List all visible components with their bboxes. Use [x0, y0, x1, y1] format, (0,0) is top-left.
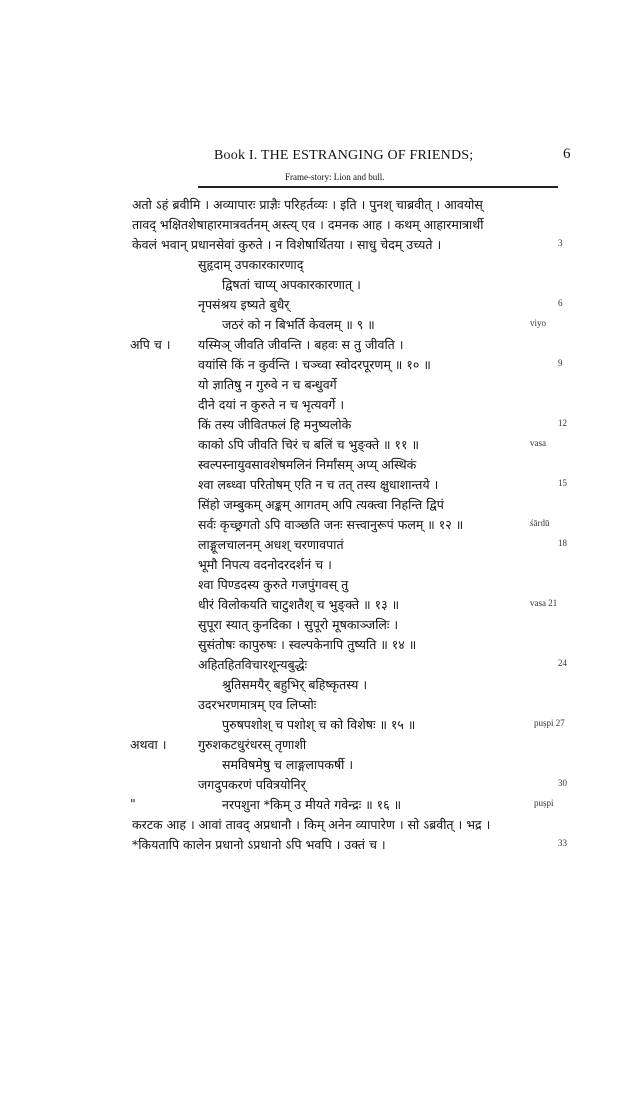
line-number: 30	[558, 778, 567, 788]
line-number: 6	[558, 298, 563, 308]
verse-line	[130, 316, 570, 336]
line-text: सुसंतोषः कापुरुषः । स्वल्पकेनापि तुष्यति ॥ १४ ॥	[198, 637, 417, 652]
line-text: काको ऽपि जीवति चिरं च बलिं च भुङ्क्ते ॥ ११ ॥	[198, 437, 419, 452]
line-text: यो ज्ञातिषु न गुरुवे न च बन्धुवर्गे	[198, 377, 337, 392]
line-number: 3	[558, 238, 563, 248]
verse-line	[130, 636, 570, 656]
line-number: 9	[558, 358, 563, 368]
verse-line	[130, 536, 570, 556]
line-text: द्विषतां चाप्य् अपकारकारणात् ।	[222, 277, 361, 292]
page-number: 6	[563, 146, 571, 162]
line-text: जठरं को न बिभर्ति केवलम् ॥ ९ ॥	[222, 317, 375, 332]
line-number: 18	[558, 538, 567, 548]
verse-line	[130, 796, 570, 816]
verse-line	[130, 616, 570, 636]
meter-note: śārdū	[530, 518, 550, 528]
verse-line	[130, 436, 570, 456]
line-text: भूमौ निपत्य वदनोदरदर्शनं च ।	[198, 557, 332, 572]
line-text: वयांसि किं न कुर्वन्ति । चञ्च्वा स्वोदरपूरणम् ॥ १० ॥	[198, 357, 431, 372]
line-text: यस्मिञ् जीवति जीवन्ति । बहवः स तु जीवति ।	[198, 337, 404, 352]
verse-line	[130, 696, 570, 716]
side-note: अथवा ।	[130, 737, 167, 752]
running-head: Book I. THE ESTRANGING OF FRIENDS;	[214, 148, 474, 163]
meter-note: puṣpi 27	[534, 718, 565, 728]
verse-line	[130, 256, 570, 276]
verse-line	[130, 596, 570, 616]
verse-line	[130, 776, 570, 796]
line-text: पुरुषपशोश् च पशोश् च को विशेषः ॥ १५ ॥	[222, 717, 416, 732]
line-text: श्वा लब्ध्वा परितोषम् एति न च तत् तस्य क्षुधाशान्तये ।	[198, 477, 439, 492]
verse-line	[130, 576, 570, 596]
verse-line	[130, 716, 570, 736]
line-text: स्वल्पस्नायुवसावशेषमलिनं निर्मांसम् अप्य् अस्थिकं	[198, 457, 417, 472]
side-note: अपि च ।	[130, 337, 171, 352]
verse-line	[130, 376, 570, 396]
meter-note: puṣpi	[534, 798, 554, 808]
line-number: 12	[558, 418, 567, 428]
verse-line	[130, 756, 570, 776]
line-text: उदरभरणमात्रम् एव लिप्सोः	[198, 697, 317, 712]
verse-line	[130, 356, 570, 376]
text-line	[130, 816, 570, 836]
text-line	[130, 836, 570, 856]
line-text: तावद् भक्षितशेषाहारमात्रवर्तनम् अस्त्य् एव । दमनक आह । कथम् आहारमात्रार्थी	[132, 217, 484, 232]
verse-line	[130, 556, 570, 576]
line-text: जगदुपकरणं पवित्रयोनिर्	[198, 777, 306, 792]
line-number: 33	[558, 838, 567, 848]
verse-line	[130, 456, 570, 476]
line-text: गुरुशकटधुरंधरस् तृणाशी	[198, 737, 307, 752]
section-subheading: Frame-story: Lion and bull.	[285, 172, 385, 182]
line-number: 15	[558, 478, 567, 488]
meter-note: viyo	[530, 318, 547, 328]
line-text: दीने दयां न कुरुते न च भृत्यवर्गे ।	[198, 397, 345, 412]
text-body	[130, 196, 570, 856]
page-header	[0, 140, 633, 190]
verse-line	[130, 276, 570, 296]
text-line	[130, 216, 570, 236]
line-text: सिंहो जम्बुकम् अङ्कम् आगतम् अपि त्यक्त्वा निहन्ति द्विपं	[198, 497, 444, 512]
verse-line	[130, 336, 570, 356]
text-line	[130, 236, 570, 256]
line-text: धीरं विलोकयति चाटुशतैश् च भुङ्क्ते ॥ १३ ॥	[198, 597, 400, 612]
verse-line	[130, 496, 570, 516]
line-text: करटक आह । आवां तावद् अप्रधानौ । किम् अनेन व्यापारेण । सो ऽब्रवीत् । भद्र ।	[132, 817, 491, 832]
line-text: लाङ्गूलचालनम् अधश् चरणावपातं	[198, 537, 344, 552]
line-text: श्वा पिण्डदस्य कुरुते गजपुंगवस् तु	[198, 577, 349, 592]
line-text: केवलं भवान् प्रधानसेवां कुरुते । न विशेषार्थितया । साधु चेदम् उच्यते ।	[132, 237, 442, 252]
header-rule	[198, 186, 558, 188]
verse-line	[130, 516, 570, 536]
meter-note: vasa	[530, 438, 546, 448]
verse-line	[130, 396, 570, 416]
verse-line	[130, 676, 570, 696]
verse-line	[130, 416, 570, 436]
side-note: "	[130, 796, 136, 811]
verse-line	[130, 476, 570, 496]
line-text: नरपशुना *किम् उ मीयते गवेन्द्रः ॥ १६ ॥	[222, 797, 402, 812]
line-text: अहितहितविचारशून्यबुद्धेः	[198, 657, 308, 672]
line-text: अतो ऽहं ब्रवीमि । अव्यापारः प्राज्ञैः परिहर्तव्यः । इति । पुनश् चाब्रवीत् । आवयोस्	[132, 197, 483, 212]
line-text: श्रुतिसमयैर् बहुभिर् बहिष्कृतस्य ।	[222, 677, 368, 692]
verse-line	[130, 656, 570, 676]
line-text: समविषमेषु च लाङ्गलापकर्षी ।	[222, 757, 354, 772]
line-number: 24	[558, 658, 567, 668]
line-text: *कियतापि कालेन प्रधानो ऽप्रधानो ऽपि भवपि । उक्तं च ।	[132, 837, 386, 852]
line-text: सुहृदाम् उपकारकारणाद्	[198, 257, 304, 272]
text-line	[130, 196, 570, 216]
line-text: सुपूरा स्यात् कुनदिका । सुपूरो मूषकाञ्जलिः ।	[198, 617, 399, 632]
line-text: नृपसंश्रय इष्यते बुधैर्	[198, 297, 290, 312]
line-text: सर्वः कृच्छ्रगतो ऽपि वाञ्छति जनः सत्त्वानुरूपं फलम् ॥ १२ ॥	[198, 517, 464, 532]
line-text: किं तस्य जीवितफलं हि मनुष्यलोके	[198, 417, 352, 432]
verse-line	[130, 736, 570, 756]
verse-line	[130, 296, 570, 316]
meter-note: vasa 21	[530, 598, 558, 608]
